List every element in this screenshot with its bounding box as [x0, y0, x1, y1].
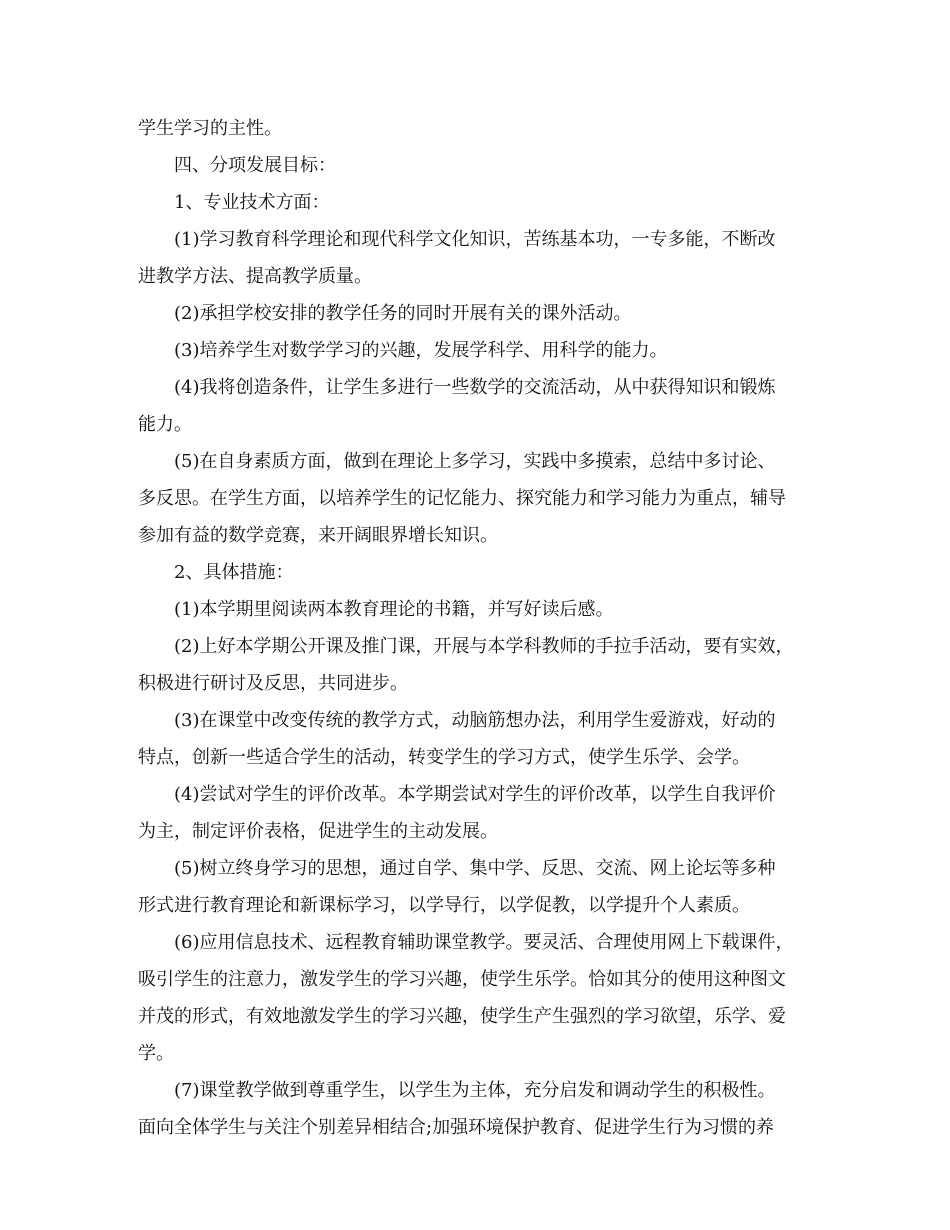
text-line: 吸引学生的注意力，激发学生的学习兴趣，使学生乐学。恰如其分的使用这种图文	[138, 969, 786, 990]
text-line: 形式进行教育理论和新课标学习，以学导行，以学促教，以学提升个人素质。	[138, 895, 750, 916]
text-line: 积极进行研讨及反思，共同进步。	[138, 673, 408, 694]
text-line: 学生学习的主性。	[138, 118, 282, 139]
text-line: (5)树立终身学习的思想，通过自学、集中学、反思、交流、网上论坛等多种	[174, 858, 776, 879]
document-body	[138, 110, 818, 1146]
text-line: (6)应用信息技术、远程教育辅助课堂教学。要灵活、合理使用网上下载课件，	[174, 932, 794, 953]
text-line: 并茂的形式，有效地激发学生的学习兴趣，使学生产生强烈的学习欲望，乐学、爱	[138, 1006, 786, 1027]
text-line: (3)培养学生对数学学习的兴趣，发展学科学、用科学的能力。	[174, 340, 668, 361]
text-line: 为主，制定评价表格，促进学生的主动发展。	[138, 821, 498, 842]
text-line: (2)上好本学期公开课及推门课，开展与本学科教师的手拉手活动，要有实效，	[174, 636, 794, 657]
text-line: 学。	[138, 1043, 174, 1064]
text-line: (2)承担学校安排的教学任务的同时开展有关的课外活动。	[174, 303, 632, 324]
text-line: (1)本学期里阅读两本教育理论的书籍，并写好读后感。	[174, 599, 614, 620]
text-line: (1)学习教育科学理论和现代科学文化知识，苦练基本功，一专多能，不断改	[174, 229, 776, 250]
text-line: 进教学方法、提高教学质量。	[138, 266, 372, 287]
text-line: (7)课堂教学做到尊重学生，以学生为主体，充分启发和调动学生的积极性。	[174, 1080, 776, 1101]
text-line: (3)在课堂中改变传统的教学方式，动脑筋想办法，利用学生爱游戏，好动的	[174, 710, 776, 731]
text-line: 能力。	[138, 414, 192, 435]
section-heading: 四、分项发展目标：	[174, 155, 336, 176]
text-line: 参加有益的数学竞赛，来开阔眼界增长知识。	[138, 525, 498, 546]
subsection-heading: 1、专业技术方面：	[174, 192, 330, 213]
text-line: (4)尝试对学生的评价改革。本学期尝试对学生的评价改革，以学生自我评价	[174, 784, 776, 805]
text-line: 面向全体学生与关注个别差异相结合;加强环境保护教育、促进学生行为习惯的养	[138, 1117, 775, 1138]
text-line: 特点，创新一些适合学生的活动，转变学生的学习方式，使学生乐学、会学。	[138, 747, 750, 768]
text-line: 多反思。在学生方面，以培养学生的记忆能力、探究能力和学习能力为重点，辅导	[138, 488, 786, 509]
text-line: (5)在自身素质方面，做到在理论上多学习，实践中多摸索，总结中多讨论、	[174, 451, 776, 472]
subsection-heading: 2、具体措施：	[174, 562, 294, 583]
text-line: (4)我将创造条件，让学生多进行一些数学的交流活动，从中获得知识和锻炼	[174, 377, 776, 398]
